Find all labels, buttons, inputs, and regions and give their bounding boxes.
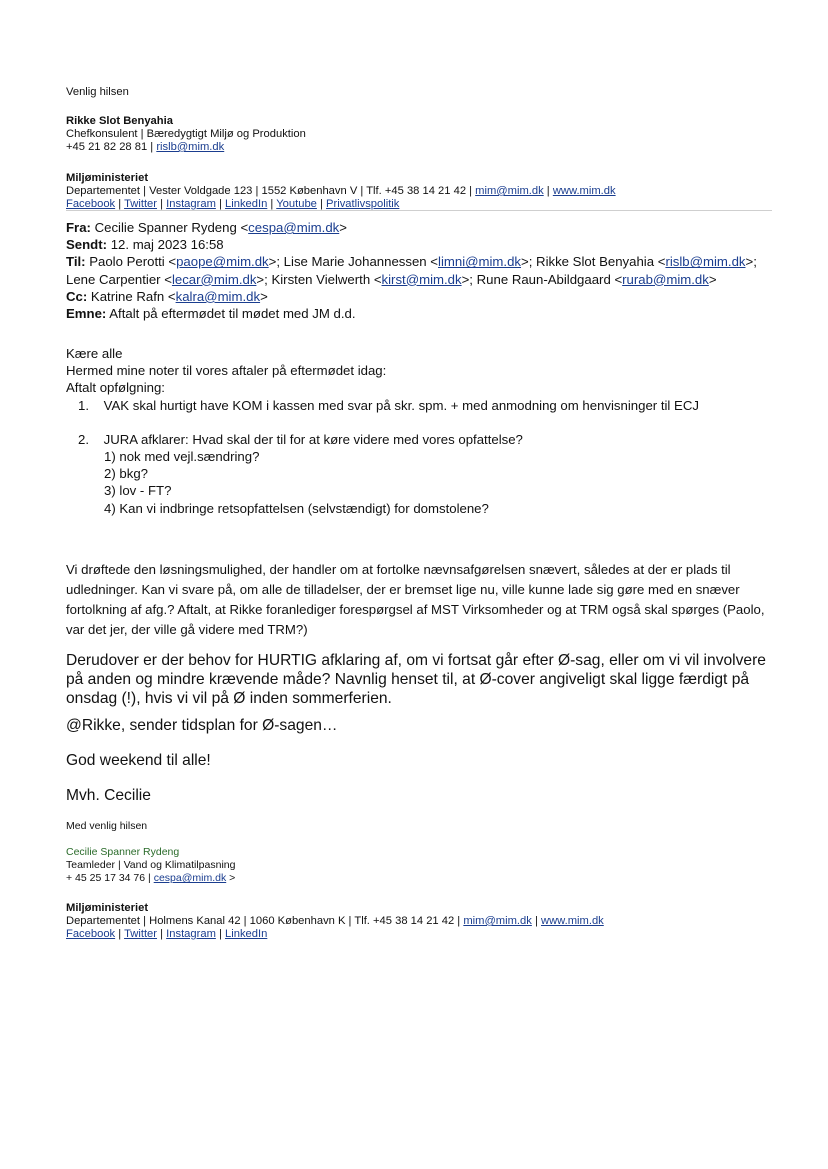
privacy-link[interactable]: Privatlivspolitik [326, 198, 400, 210]
from-line: Fra: Cecilie Spanner Rydeng <cespa@mim.dk> [66, 220, 347, 235]
paragraph-urgent: Derudover er der behov for HURTIG afklaring af, om vi fortsat går efter Ø-sag, eller om vi vil involvere på anden og mindre krævende måde? Navnlig henset til, at Ø-cover angiveligt skal ligge færdigt på onsdag (!), hvis vi vil på Ø inden sommerferien. [66, 652, 766, 707]
signature-email-link[interactable]: rislb@mim.dk [156, 141, 225, 153]
org2-address: Departementet | Holmens Kanal 42 | 1060 København K | Tlf. +45 38 14 21 42 | [66, 915, 464, 927]
signature-block-cecilie [66, 846, 235, 885]
salutation: Kære alle [66, 346, 123, 361]
paragraph-weekend: God weekend til alle! [66, 752, 211, 769]
social-links: Facebook | Twitter | Instagram | LinkedIn | Youtube | Privatlivspolitik [66, 198, 400, 210]
recipient-email-link[interactable]: rislb@mim.dk [665, 254, 746, 270]
email-suffix: > [226, 872, 236, 884]
sent-line [66, 236, 757, 253]
followup-item-2-text: JURA afklarer: Hvad skal der til for at køre videre med vores opfattelse? [103, 431, 523, 447]
org-block-1 [66, 172, 616, 211]
followup-item-2: 2. JURA afklarer: Hvad skal der til for at køre videre med vores opfattelse? [78, 431, 523, 447]
sub-item: 1) nok med vejl.sændring? [104, 449, 260, 465]
agreed-heading: Aftalt opfølgning: [66, 380, 165, 396]
org-web-link[interactable]: www.mim.dk [552, 185, 616, 197]
signature2-email-link[interactable]: cespa@mim.dk [153, 872, 227, 884]
signature-name: Rikke Slot Benyahia [66, 115, 173, 127]
signature-phone-line [66, 141, 306, 154]
paragraph-timeline: @Rikke, sender tidsplan for Ø-sagen… [66, 717, 338, 734]
signature-phone: +45 21 82 28 81 | [66, 141, 157, 153]
signature2-title: Teamleder | Vand og Klimatilpasning [66, 859, 236, 871]
separator: | [543, 185, 553, 197]
subject-line [66, 305, 757, 322]
sub-item: 3) lov - FT? [104, 483, 172, 499]
signature2-phone-line [66, 872, 235, 885]
from-label: Fra: [66, 220, 91, 235]
recipient-email-link[interactable]: paope@mim.dk [176, 254, 269, 270]
signature2-name: Cecilie Spanner Rydeng [66, 846, 180, 858]
instagram-link[interactable]: Instagram [166, 198, 216, 210]
intro-text: Hermed mine noter til vores aftaler på eftermødet idag: [66, 363, 387, 379]
cc-email-link[interactable]: kalra@mim.dk [175, 288, 261, 304]
signature-title: Chefkonsulent | Bæredygtigt Miljø og Produktion [66, 128, 306, 140]
twitter-link[interactable]: Twitter [124, 198, 158, 210]
recipient-name: >; Rikke Slot Benyahia < [521, 254, 666, 270]
signature2-phone: + 45 25 17 34 76 | [66, 872, 154, 884]
recipient-name: >; Lise Marie Johannessen < [268, 254, 439, 270]
cc-line: Cc: Katrine Rafn <kalra@mim.dk> [66, 288, 268, 304]
separator: | [531, 915, 541, 927]
sub-item: 4) Kan vi indbringe retsopfattelsen (selvstændigt) for domstolene? [104, 500, 489, 516]
signature-block-rikke [66, 115, 306, 154]
org2-web-link[interactable]: www.mim.dk [540, 915, 604, 927]
recipient-name: >; Rune Raun-Abildgaard < [461, 271, 623, 287]
closing: Mvh. Cecilie [66, 787, 151, 804]
signature-greeting: Venlig hilsen [66, 86, 129, 98]
youtube-link[interactable]: Youtube [276, 198, 317, 210]
org2-email-link[interactable]: mim@mim.dk [463, 915, 532, 927]
followup-item-1-text: VAK skal hurtigt have KOM i kassen med svar på skr. spm. + med anmodning om henvisninger til ECJ [103, 397, 699, 413]
from-name: Cecilie Spanner Rydeng < [90, 220, 249, 235]
followup-item-1: 1. VAK skal hurtigt have KOM i kassen med svar på skr. spm. + med anmodning om henvisninger til ECJ [78, 397, 699, 413]
org-address: Departementet | Vester Voldgade 123 | 1552 København V | Tlf. +45 38 14 21 42 | [66, 185, 476, 197]
sent-value: 12. maj 2023 16:58 [107, 237, 224, 253]
header-divider [66, 210, 772, 211]
org2-name: Miljøministeriet [66, 902, 149, 914]
sent-label: Sendt: [66, 237, 108, 253]
subject-label: Emne: [66, 306, 107, 322]
recipient-name: Paolo Perotti < [85, 254, 177, 270]
recipient-email-link[interactable]: limni@mim.dk [438, 254, 522, 270]
org-block-2 [66, 902, 604, 941]
subject-value: Aftalt på eftermødet til mødet med JM d.d. [106, 306, 356, 322]
email-header [66, 219, 757, 322]
facebook-link[interactable]: Facebook [66, 928, 116, 940]
org2-address-line [66, 915, 604, 928]
recipient-email-link[interactable]: lecar@mim.dk [171, 271, 257, 287]
org-name: Miljøministeriet [66, 172, 149, 184]
instagram-link[interactable]: Instagram [166, 928, 216, 940]
cc-label: Cc: [66, 288, 88, 304]
recipient-name: Lene Carpentier < [66, 271, 172, 287]
to-label: Til: [66, 254, 86, 270]
email-body [66, 345, 699, 517]
to-line: Til: Paolo Perotti <paope@mim.dk>; Lise Marie Johannessen <limni@mim.dk>; Rikke Slot Benyahia <rislb@mim.dk>; [66, 254, 757, 270]
org-address-line [66, 185, 616, 198]
recipient-name: >; Kirsten Vielwerth < [256, 271, 382, 287]
twitter-link[interactable]: Twitter [124, 928, 158, 940]
sub-item: 2) bkg? [104, 466, 148, 482]
org-email-link[interactable]: mim@mim.dk [475, 185, 544, 197]
to-line-2: Lene Carpentier <lecar@mim.dk>; Kirsten Vielwerth <kirst@mim.dk>; Rune Raun-Abildgaard <rurab@mim.dk> [66, 271, 717, 287]
facebook-link[interactable]: Facebook [66, 198, 116, 210]
recipient-email-link[interactable]: rurab@mim.dk [622, 271, 709, 287]
signature2-greeting: Med venlig hilsen [66, 820, 148, 832]
linkedin-link[interactable]: LinkedIn [225, 928, 268, 940]
cc-name: Katrine Rafn < [87, 288, 176, 304]
recipient-email-link[interactable]: kirst@mim.dk [381, 271, 462, 287]
from-email-link[interactable]: cespa@mim.dk [248, 220, 340, 235]
social-links-2: Facebook | Twitter | Instagram | LinkedIn [66, 928, 268, 940]
paragraph-discussion: Vi drøftede den løsningsmulighed, der handler om at fortolke nævnsafgørelsen snævert, således at der er plads til udledninger. Kan vi svare på, om alle de tilladelser, der er bremset lige nu, ville kunne lade sig gøre med en snæver fortolkning af afg.? Aftalt, at Rikke foranlediger forespørgsel af MST Virksomheder og at TRM også skal spørges (Paolo, var det jer, der ville gå videre med TRM?) [66, 562, 765, 637]
linkedin-link[interactable]: LinkedIn [225, 198, 268, 210]
